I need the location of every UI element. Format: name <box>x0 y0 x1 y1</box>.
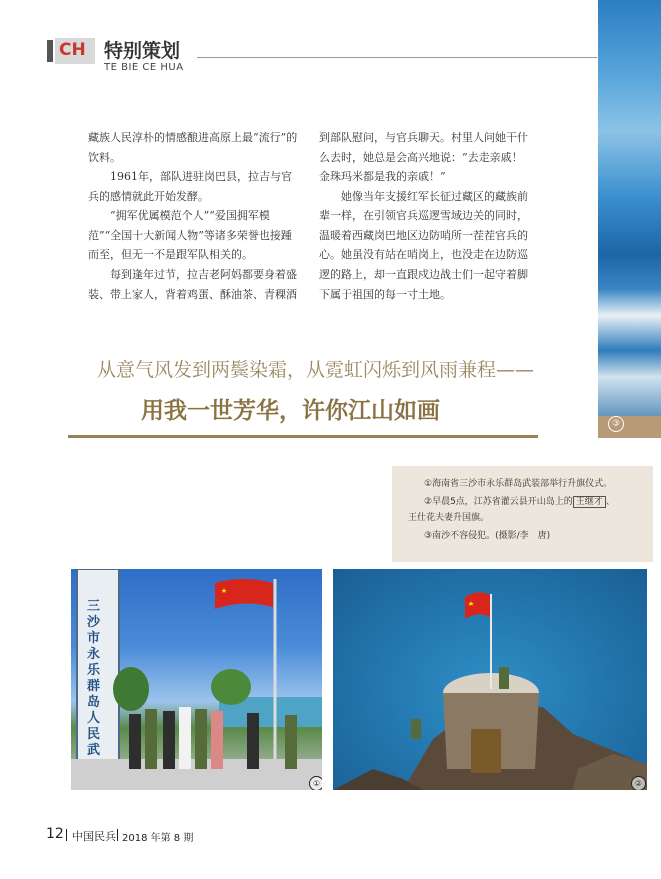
china-flag <box>465 592 490 619</box>
photo-2-scene <box>333 569 647 790</box>
china-flag <box>215 579 273 609</box>
caption-3: ③南沙不容侵犯。(摄影/李 唐) <box>424 531 551 541</box>
photo-1-flag-ceremony <box>71 569 322 790</box>
pull-quote-rule <box>68 435 538 438</box>
magazine-name: 中国民兵 <box>72 830 116 843</box>
photo-3-sand <box>598 416 661 438</box>
paragraph: 藏族人民淳朴的情感酿进高原上最“流行”的饮料。 <box>88 131 298 164</box>
badge-bar <box>47 40 53 62</box>
section-badge <box>55 38 95 64</box>
page-number: 12 <box>46 826 64 842</box>
section-title: 特别策划 <box>104 40 181 62</box>
caption-2-name: 王继才 <box>573 496 606 508</box>
pull-quote-headline: 用我一世芳华，许你江山如画 <box>141 398 440 424</box>
section-pinyin: TE BIE CE HUA <box>104 62 184 73</box>
paragraph: 1961年，部队进驻岗巴县，拉吉与官兵的感情就此开始发酵。 <box>88 170 292 203</box>
text-column-right <box>319 128 529 304</box>
header-rule <box>197 57 597 58</box>
caption-2-cont: 王仕花夫妻升国旗。 <box>408 513 490 523</box>
caption-2-text: ②早晨5点，江苏省灌云县开山岛上的 <box>424 497 573 507</box>
soldier-on-platform <box>499 667 509 689</box>
doorway <box>471 729 501 773</box>
pull-quote-line-1: 从意气风发到两鬓染霜，从霓虹闪烁到风雨兼程—— <box>97 359 535 381</box>
badge-label: CH <box>59 40 86 60</box>
footer-divider <box>117 829 118 841</box>
caption-box <box>392 466 653 562</box>
photo-3-number: ③ <box>608 416 624 432</box>
tree <box>211 669 251 705</box>
caption-2-sep: 、 <box>605 497 615 507</box>
photo-3-sea <box>598 0 661 438</box>
paragraph: 每到逢年过节，拉吉老阿妈都要身着盛装、带上家人，背着鸡蛋、酥油茶、青稞酒 <box>88 268 297 301</box>
caption-2 <box>424 494 615 507</box>
photo-2-number: ② <box>631 776 646 790</box>
photo-2-island-flag <box>333 569 647 790</box>
soldier-left <box>411 719 421 739</box>
paragraph: 她像当年支援红军长征过藏区的藏族前辈一样，在引领官兵巡逻雪域边关的同时，温暖着西藏岗巴地区边防哨所一茬茬官兵的心。她虽没有站在哨岗上，也没走在边防巡逻的路上，却一直跟戍边战士们一起守着脚下属于祖国的每一寸土地。 <box>319 189 528 301</box>
paragraph: “拥军优属模范个人”“爱国拥军模范”“全国十大新闻人物”等诸多荣誉也接踵而至，但无一不是跟军队相关的。 <box>88 209 292 262</box>
footer-divider <box>66 829 67 841</box>
text-column-left <box>88 128 298 304</box>
monument-inscription: 三沙市永乐群岛人民武 <box>87 599 101 758</box>
palm-tree <box>113 667 149 711</box>
caption-1: ①海南省三沙市永乐群岛武装部举行升旗仪式。 <box>424 479 613 489</box>
photo-1-number: ① <box>309 776 322 790</box>
issue-label: 2018 年第 8 期 <box>122 833 194 844</box>
paragraph: 到部队慰问，与官兵聊天。村里人问她干什么去时，她总是会高兴地说：“去走亲戚！金珠玛米都是我的亲戚！” <box>319 131 528 184</box>
